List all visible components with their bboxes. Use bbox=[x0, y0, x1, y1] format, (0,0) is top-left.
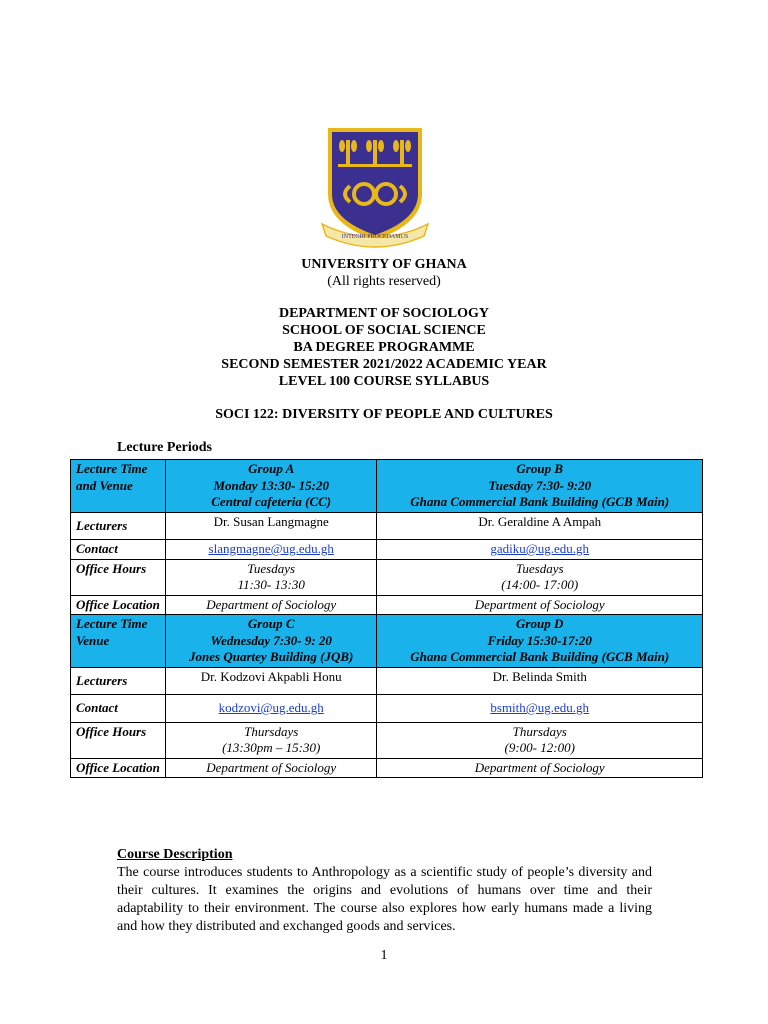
row-label: Office Location bbox=[71, 595, 166, 615]
office-location-c: Department of Sociology bbox=[166, 758, 377, 778]
office-hours-d bbox=[377, 722, 703, 758]
office-hours-b bbox=[377, 559, 703, 595]
group-d-cell bbox=[377, 615, 703, 668]
group-c-time: Wednesday 7:30- 9: 20 bbox=[210, 632, 332, 648]
office-hours-day: Thursdays bbox=[512, 723, 567, 739]
table-row bbox=[71, 615, 703, 668]
programme-name: BA DEGREE PROGRAMME bbox=[293, 340, 475, 355]
group-d-time: Friday 15:30-17:20 bbox=[487, 632, 592, 648]
lecture-periods-heading: Lecture Periods bbox=[117, 440, 212, 455]
page-number: 1 bbox=[380, 948, 388, 963]
row-label: Lecture Time and Venue bbox=[71, 460, 166, 513]
group-d-label: Group D bbox=[516, 616, 564, 631]
office-hours-a bbox=[166, 559, 377, 595]
lecturer-c: Dr. Kodzovi Akpabli Honu bbox=[166, 667, 377, 695]
group-a-time: Monday 13:30- 15:20 bbox=[213, 477, 329, 493]
table-row bbox=[71, 512, 703, 540]
schedule-table bbox=[70, 459, 703, 778]
group-c-venue: Jones Quartey Building (JQB) bbox=[189, 649, 354, 664]
department-name: DEPARTMENT OF SOCIOLOGY bbox=[278, 306, 490, 321]
course-title: SOCI 122: DIVERSITY OF PEOPLE AND CULTURES bbox=[215, 407, 553, 422]
office-hours-day: Tuesdays bbox=[247, 560, 296, 576]
group-a-label: Group A bbox=[248, 461, 295, 476]
email-link-d[interactable]: bsmith@ug.edu.gh bbox=[490, 700, 590, 715]
university-crest-logo bbox=[320, 124, 430, 250]
rights-notice: (All rights reserved) bbox=[327, 274, 441, 289]
group-a-venue: Central cafeteria (CC) bbox=[211, 494, 332, 509]
group-b-label: Group B bbox=[516, 461, 564, 476]
office-hours-day: Tuesdays bbox=[515, 560, 564, 576]
group-b-cell bbox=[377, 460, 703, 513]
row-label: Contact bbox=[71, 695, 166, 723]
lecturer-d: Dr. Belinda Smith bbox=[377, 667, 703, 695]
course-description-text: The course introduces students to Anthropology as a scientific study of people’s diversity and their cultures. It examines the origins and evolutions of humans over time and their adaptability to their environment. The course also explores how early humans made a living and how they distributed and exchanged goods and services. bbox=[117, 865, 652, 934]
row-label: Contact bbox=[71, 540, 166, 560]
email-link-b[interactable]: gadiku@ug.edu.gh bbox=[490, 541, 590, 556]
level-line: LEVEL 100 COURSE SYLLABUS bbox=[278, 374, 490, 389]
group-b-time: Tuesday 7:30- 9:20 bbox=[488, 477, 592, 493]
table-row bbox=[71, 695, 703, 723]
email-link-a[interactable]: slangmagne@ug.edu.gh bbox=[208, 541, 334, 556]
table-row bbox=[71, 540, 703, 560]
table-row bbox=[71, 460, 703, 513]
university-heading bbox=[0, 256, 768, 290]
table-row bbox=[71, 758, 703, 778]
table-row bbox=[71, 722, 703, 758]
office-location-a: Department of Sociology bbox=[166, 595, 377, 615]
row-label: Office Location bbox=[71, 758, 166, 778]
table-row bbox=[71, 667, 703, 695]
course-description-heading: Course Description bbox=[117, 847, 233, 862]
semester-line: SECOND SEMESTER 2021/2022 ACADEMIC YEAR bbox=[221, 357, 547, 372]
school-name: SCHOOL OF SOCIAL SCIENCE bbox=[282, 323, 486, 338]
group-a-cell bbox=[166, 460, 377, 513]
crest-motto: INTEGRI PROCEDAMUS bbox=[341, 234, 409, 240]
group-c-cell bbox=[166, 615, 377, 668]
row-label: Lecturers bbox=[71, 667, 166, 695]
office-hours-time: 11:30- 13:30 bbox=[237, 577, 305, 592]
row-label: Lecturers bbox=[71, 512, 166, 540]
office-hours-time: (13:30pm – 15:30) bbox=[222, 740, 321, 755]
group-d-venue: Ghana Commercial Bank Building (GCB Main) bbox=[410, 649, 670, 664]
office-hours-c bbox=[166, 722, 377, 758]
row-label: Office Hours bbox=[71, 722, 166, 758]
table-row bbox=[71, 595, 703, 615]
office-location-d: Department of Sociology bbox=[377, 758, 703, 778]
table-row bbox=[71, 559, 703, 595]
office-hours-time: (9:00- 12:00) bbox=[504, 740, 575, 755]
group-c-label: Group C bbox=[247, 616, 295, 631]
lecturer-b: Dr. Geraldine A Ampah bbox=[377, 512, 703, 540]
office-hours-time: (14:00- 17:00) bbox=[501, 577, 579, 592]
office-location-b: Department of Sociology bbox=[377, 595, 703, 615]
row-label: Office Hours bbox=[71, 559, 166, 595]
office-hours-day: Thursdays bbox=[244, 723, 299, 739]
department-heading bbox=[0, 305, 768, 390]
email-link-c[interactable]: kodzovi@ug.edu.gh bbox=[218, 700, 324, 715]
university-name: UNIVERSITY OF GHANA bbox=[301, 257, 467, 272]
group-b-venue: Ghana Commercial Bank Building (GCB Main) bbox=[410, 494, 670, 509]
lecturer-a: Dr. Susan Langmagne bbox=[166, 512, 377, 540]
row-label: Lecture Time Venue bbox=[71, 615, 166, 668]
